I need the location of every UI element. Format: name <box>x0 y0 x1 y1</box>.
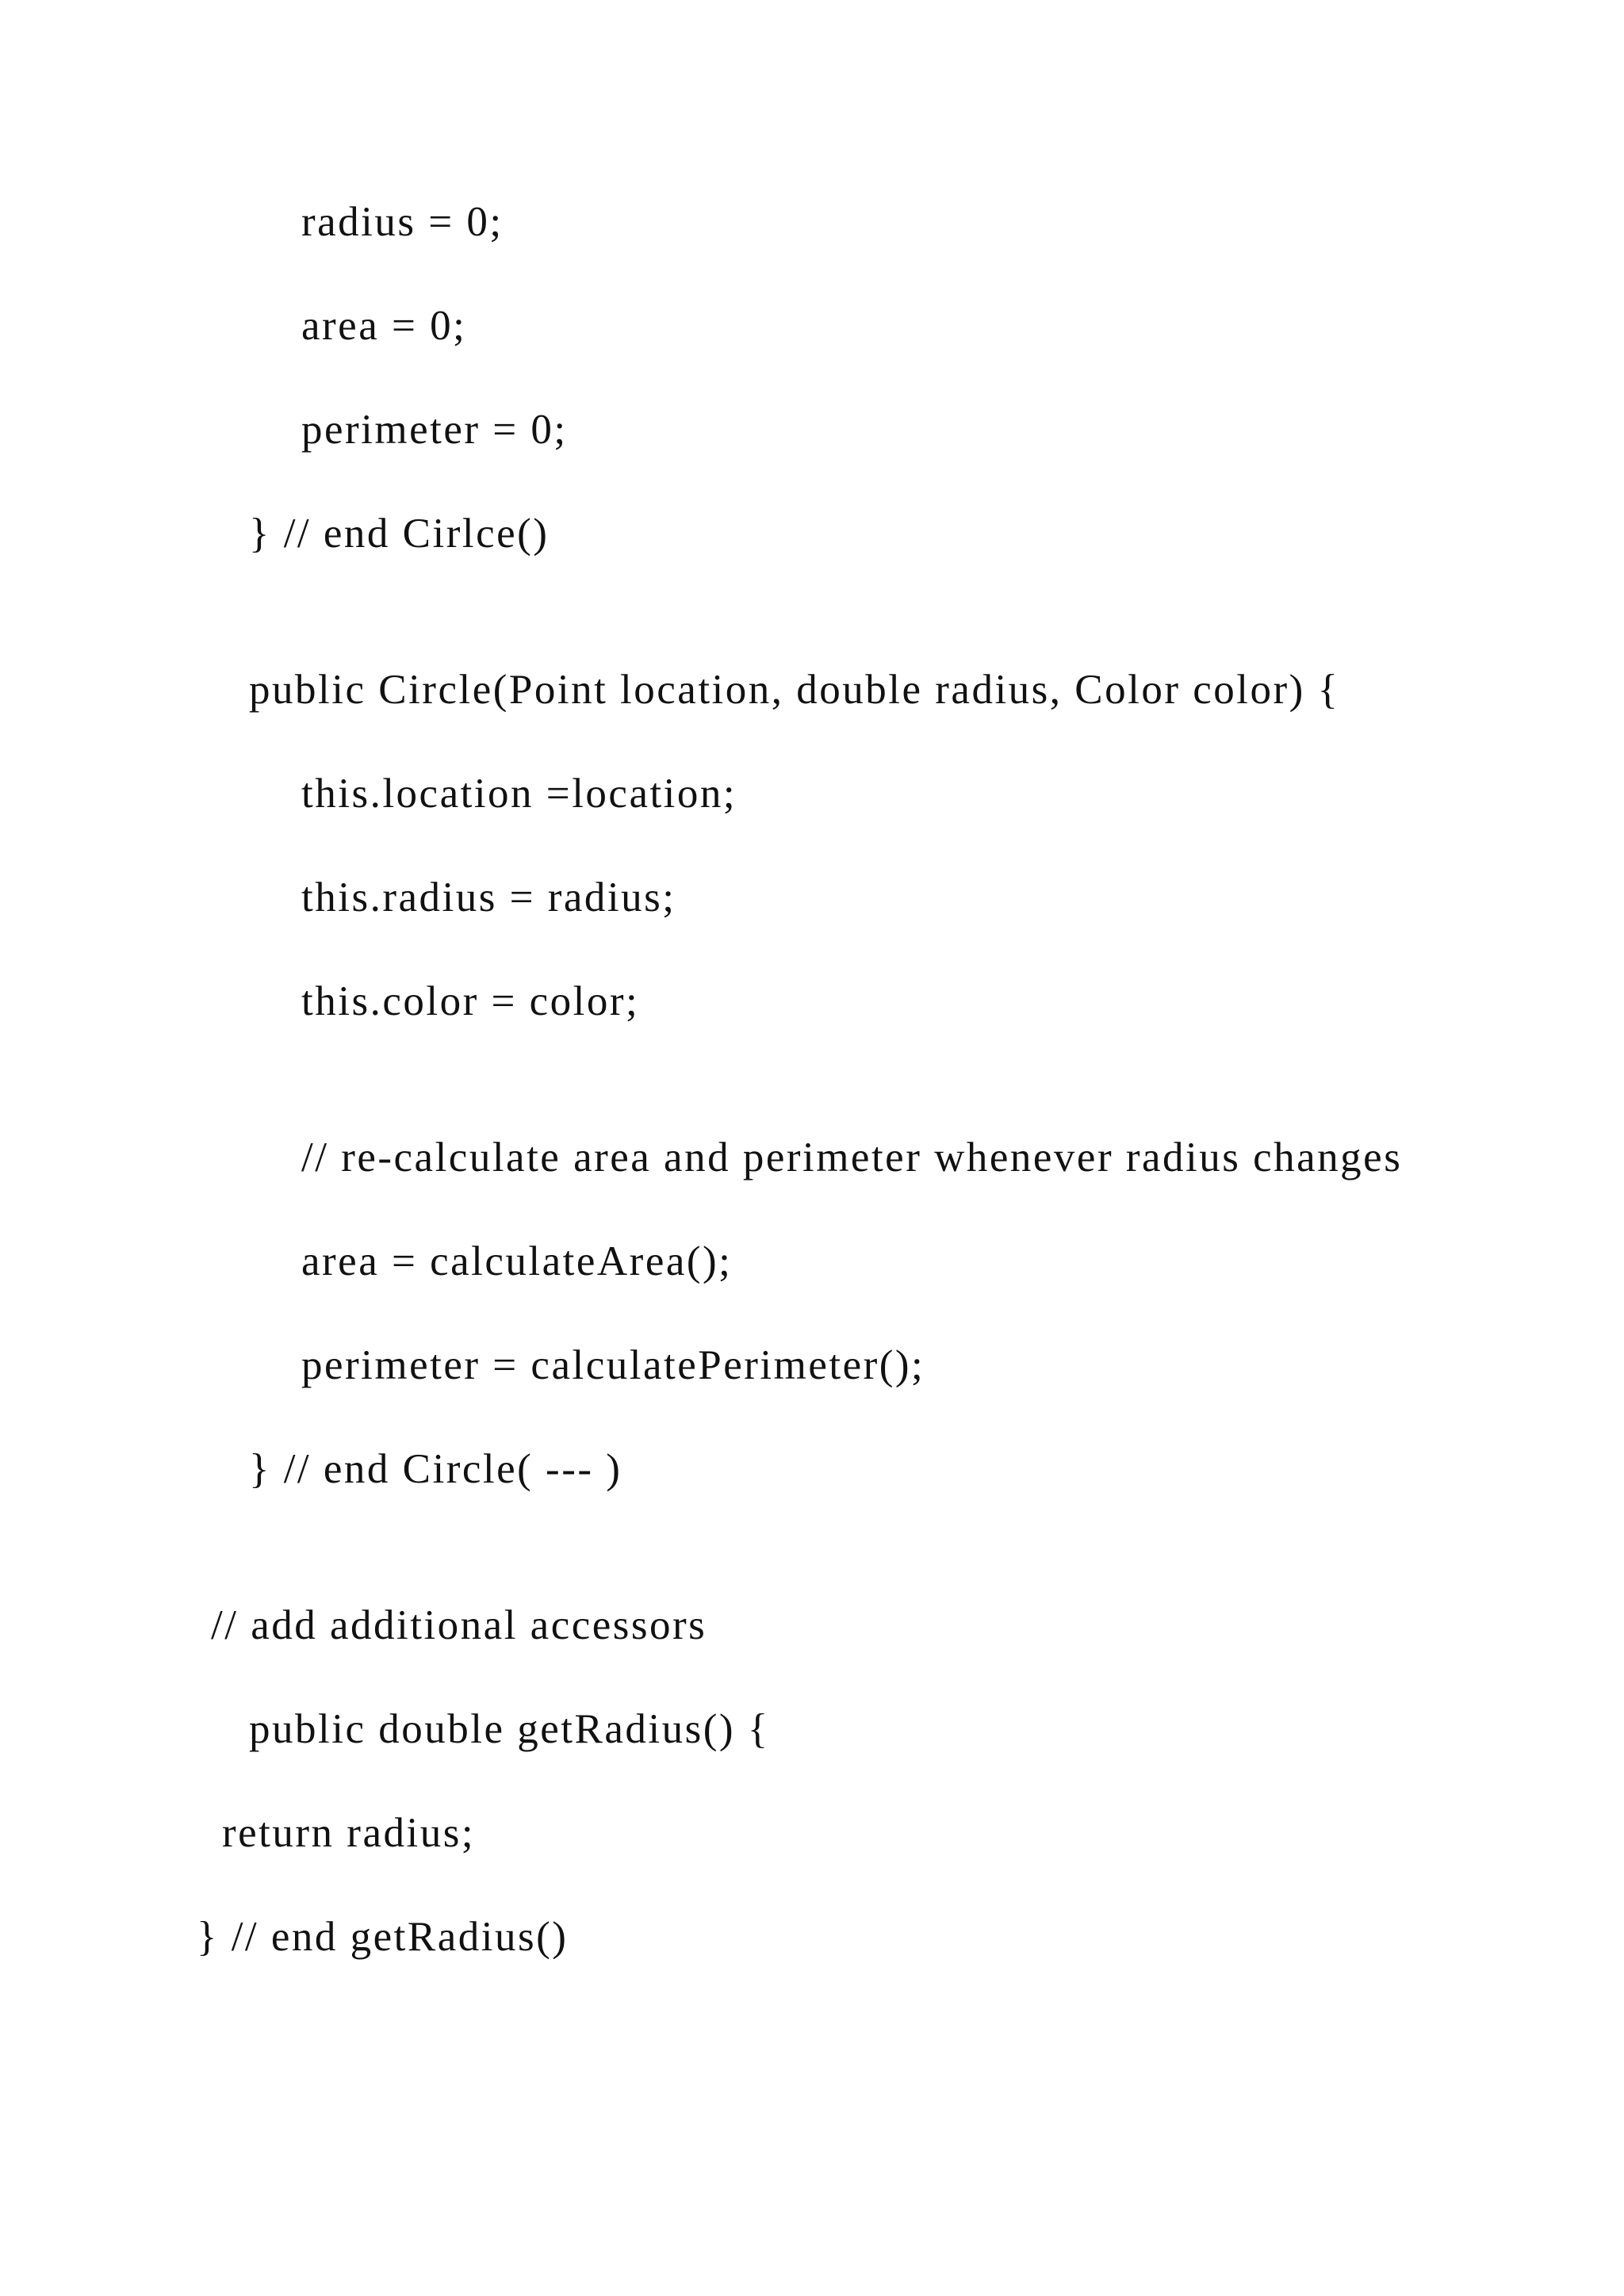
code-line: } // end getRadius() <box>197 1914 569 1960</box>
code-line: } // end Circle( --- ) <box>249 1446 622 1492</box>
code-line: public double getRadius() { <box>249 1706 770 1752</box>
code-line: this.location =location; <box>301 771 737 817</box>
code-line: public Circle(Point location, double radius, Color color) { <box>249 667 1340 713</box>
code-comment: // add additional accessors <box>211 1602 707 1648</box>
code-line: perimeter = 0; <box>301 407 568 453</box>
code-line: return radius; <box>222 1810 476 1856</box>
code-line: area = 0; <box>301 303 467 349</box>
code-line: radius = 0; <box>301 199 504 245</box>
code-line: } // end Cirlce() <box>249 511 550 557</box>
code-line: this.radius = radius; <box>301 874 676 920</box>
code-comment: // re-calculate area and perimeter whenever radius changes <box>301 1135 1403 1181</box>
code-line: perimeter = calculatePerimeter(); <box>301 1342 925 1388</box>
code-line: area = calculateArea(); <box>301 1238 733 1284</box>
code-line: this.color = color; <box>301 978 640 1024</box>
